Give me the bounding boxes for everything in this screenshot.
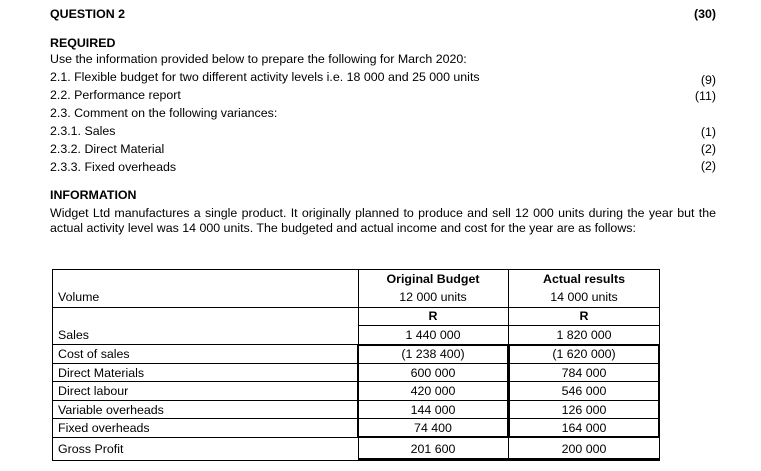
header-actual-results: Actual results xyxy=(543,272,625,286)
row-label: Cost of sales xyxy=(58,347,130,361)
row-original-value: 74 400 xyxy=(414,421,452,435)
required-item-marks: (9) xyxy=(700,73,716,87)
header-original-budget: Original Budget xyxy=(386,272,480,286)
row-divider xyxy=(52,307,660,308)
row-original-value: (1 238 400) xyxy=(401,347,465,361)
information-heading: INFORMATION xyxy=(50,188,137,202)
row-actual-value: (1 620 000) xyxy=(552,347,616,361)
gross-profit-underline xyxy=(358,458,660,460)
row-actual-value: 164 000 xyxy=(561,421,607,435)
table-border-top xyxy=(52,269,660,270)
required-item-text: 2.1. Flexible budget for two different activity levels i.e. 18 000 and 25 000 units xyxy=(50,70,480,84)
question-title: QUESTION 2 xyxy=(50,7,126,21)
row-label: Direct Materials xyxy=(58,366,145,380)
required-item-text: 2.3. Comment on the following variances: xyxy=(50,106,278,120)
required-item-marks: (2) xyxy=(700,159,716,173)
currency-actual: R xyxy=(579,309,589,323)
question-total-marks: (30) xyxy=(693,7,716,21)
required-item-marks: (1) xyxy=(700,125,716,139)
required-heading: REQUIRED xyxy=(50,36,116,50)
row-actual-value: 200 000 xyxy=(561,442,607,456)
row-actual-value: 546 000 xyxy=(561,384,607,398)
row-original-value: 420 000 xyxy=(410,384,456,398)
row-original-value: 201 600 xyxy=(410,442,456,456)
row-label: Variable overheads xyxy=(58,403,164,417)
row-label: Direct labour xyxy=(58,384,129,398)
required-item-text: 2.3.1. Sales xyxy=(50,124,116,138)
required-intro: Use the information provided below to prepare the following for March 2020: xyxy=(50,52,467,66)
row-label: Fixed overheads xyxy=(58,421,150,435)
information-paragraph: Widget Ltd manufactures a single product. It originally planned to produce and sell 12 000 units during the year but the actual activity level was 14 000 units. The budgeted and actual income and cost for the year are as follows: xyxy=(50,206,716,235)
row-divider xyxy=(358,325,660,326)
row-original-value: 600 000 xyxy=(410,366,456,380)
required-item-text: 2.2. Performance report xyxy=(50,88,181,102)
budget-table xyxy=(52,269,660,461)
required-item-text: 2.3.2. Direct Material xyxy=(50,142,165,156)
row-original-value: 12 000 units xyxy=(399,290,467,304)
row-label: Gross Profit xyxy=(58,442,124,456)
row-actual-value: 1 820 000 xyxy=(556,328,612,342)
row-actual-value: 126 000 xyxy=(561,403,607,417)
row-original-value: 144 000 xyxy=(410,403,456,417)
row-actual-value: 14 000 units xyxy=(550,290,618,304)
table-border-bottom xyxy=(52,460,660,461)
row-actual-value: 784 000 xyxy=(561,366,607,380)
required-item-text: 2.3.3. Fixed overheads xyxy=(50,160,177,174)
table-border-left xyxy=(52,269,53,461)
currency-original: R xyxy=(428,309,438,323)
required-item-marks: (2) xyxy=(700,142,716,156)
row-label: Volume xyxy=(58,290,100,304)
row-original-value: 1 440 000 xyxy=(405,328,461,342)
row-label: Sales xyxy=(58,328,89,342)
required-item-marks: (11) xyxy=(694,89,716,103)
